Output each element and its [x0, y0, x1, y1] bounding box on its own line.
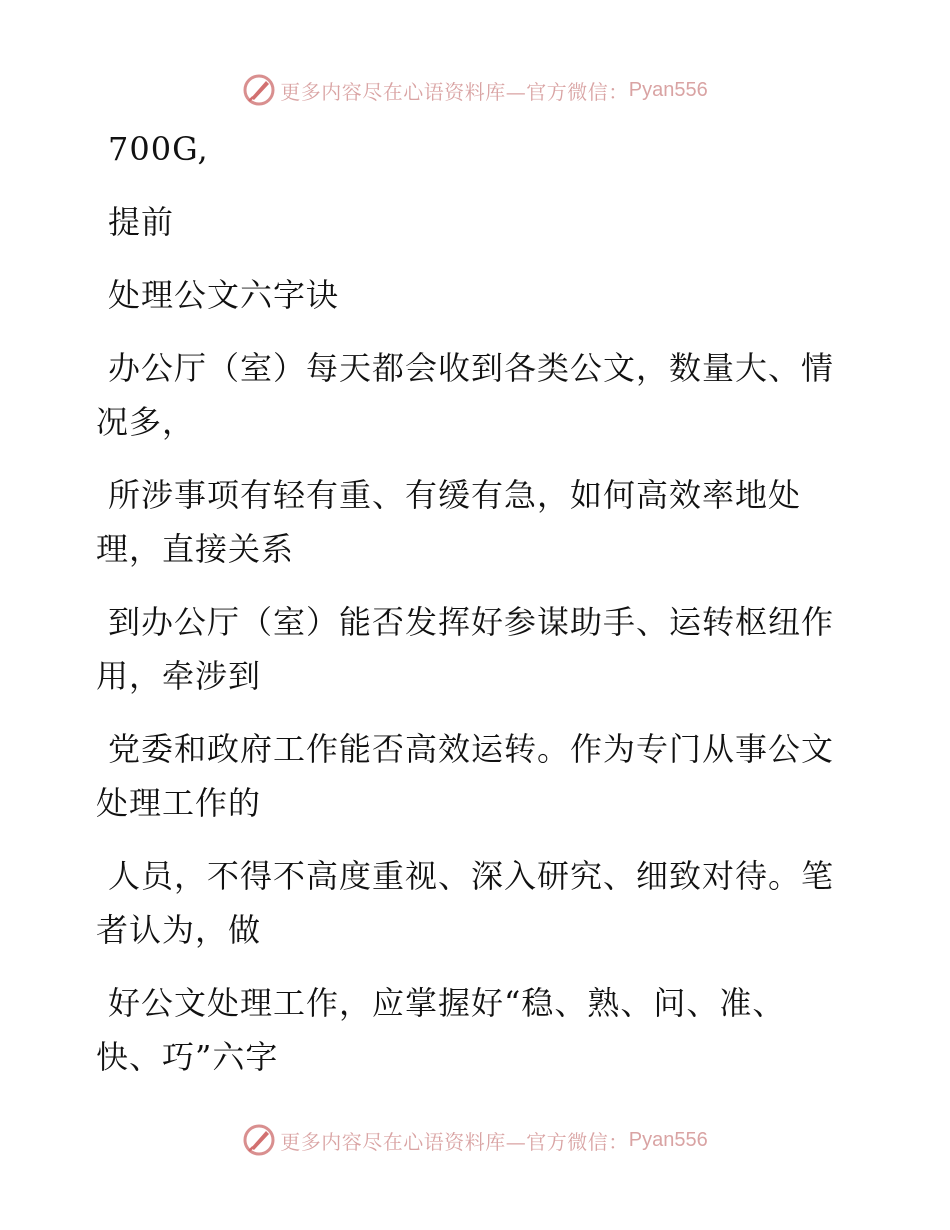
quill-pen-logo-icon	[242, 73, 276, 107]
paragraph-1: 700G,	[108, 130, 209, 168]
paragraph-7: 党委和政府工作能否高效运转。作为专门从事公文处理工作的	[96, 730, 835, 822]
document-body	[96, 122, 836, 1103]
quill-pen-logo-icon	[242, 1123, 276, 1157]
footer-watermark	[0, 1120, 950, 1160]
paragraph-3: 处理公文六字诀	[108, 276, 340, 314]
paragraph-2: 提前	[108, 203, 175, 241]
header-watermark	[0, 70, 950, 110]
watermark-text: 更多内容尽在心语资料库—官方微信：	[280, 79, 629, 104]
paragraph-8: 人员，不得不高度重视、深入研究、细致对待。笔者认为，做	[96, 857, 835, 949]
paragraph-9: 好公文处理工作，应掌握好“稳、熟、问、准、快、巧”六字	[96, 984, 786, 1076]
watermark-text: 更多内容尽在心语资料库—官方微信：	[280, 1129, 629, 1154]
watermark-handle: Pyan556	[628, 78, 708, 101]
paragraph-6: 到办公厅（室）能否发挥好参谋助手、运转枢纽作用，牵涉到	[96, 603, 835, 695]
paragraph-4: 办公厅（室）每天都会收到各类公文，数量大、情况多，	[96, 349, 835, 441]
paragraph-5: 所涉事项有轻有重、有缓有急，如何高效率地处理，直接关系	[96, 476, 802, 568]
watermark-handle: Pyan556	[628, 1128, 708, 1151]
